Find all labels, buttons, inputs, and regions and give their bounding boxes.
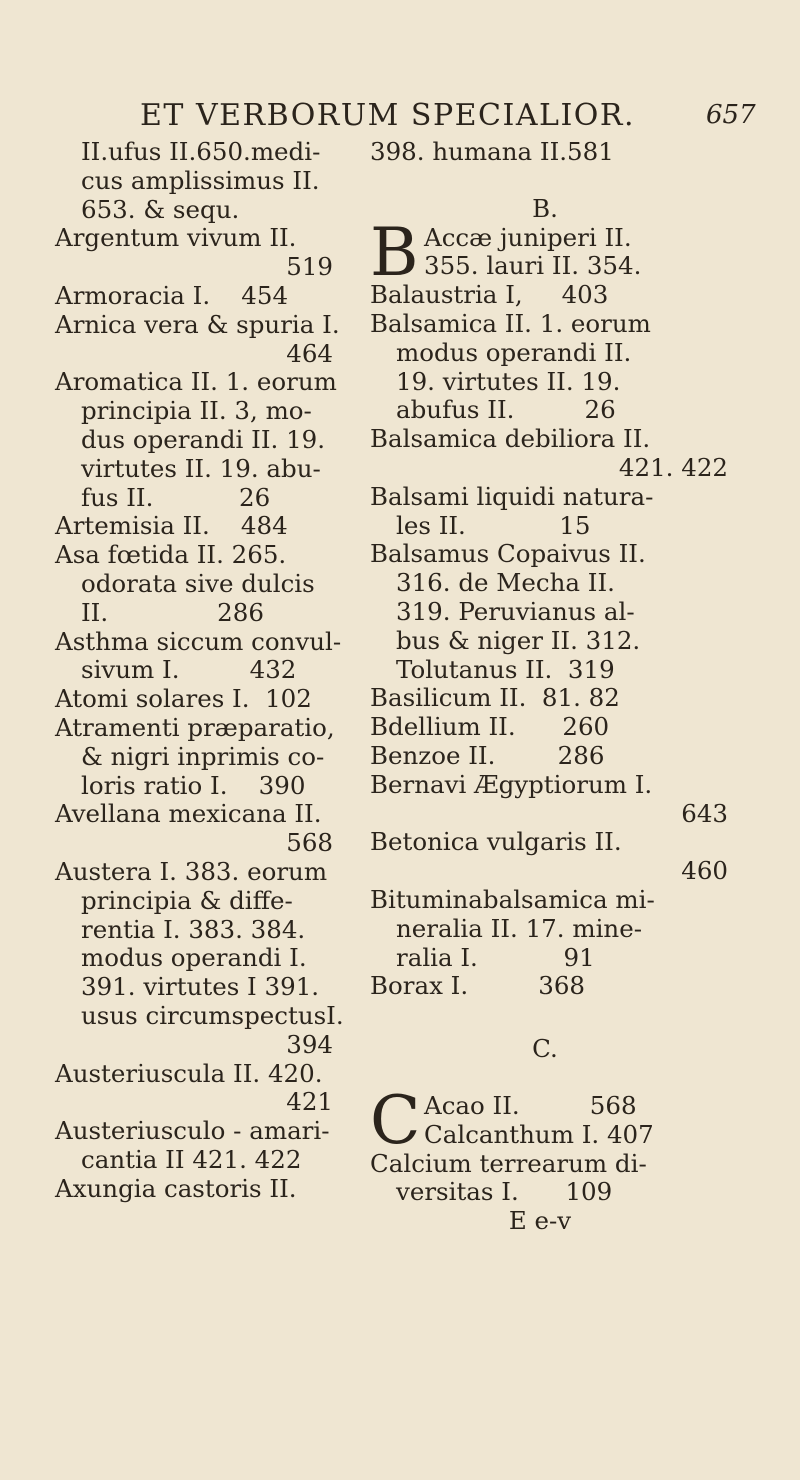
- section-b-block: [370, 213, 750, 1002]
- index-entry: Argentum vivum II.: [55, 223, 297, 253]
- page-reference: 643: [681, 798, 728, 828]
- index-entry: Artemisia II. 484: [55, 511, 288, 541]
- index-line: 398. humana II.581: [370, 137, 614, 166]
- index-line: modus operandi II.: [396, 337, 632, 367]
- page-reference: 421: [286, 1087, 333, 1117]
- index-line: bus & niger II. 312.: [396, 625, 641, 655]
- index-line: principia & diffe-: [81, 885, 293, 915]
- index-line: neralia II. 17. mine-: [396, 913, 642, 943]
- page-reference: 568: [286, 828, 333, 858]
- index-line: loris ratio I. 390: [81, 770, 306, 800]
- index-line: principia II. 3, mo-: [81, 396, 312, 426]
- index-line: abufus II. 26: [396, 395, 616, 425]
- signature-mark: E e-v: [508, 1206, 572, 1236]
- index-entry: Balsamus Copaivus II.: [370, 539, 646, 569]
- index-line: fus II. 26: [81, 482, 271, 512]
- running-head: ET VERBORUM SPECIALIOR.: [140, 98, 636, 133]
- page-number: 657: [706, 100, 756, 130]
- page-reference: 421. 422: [618, 452, 728, 482]
- index-entry: Basilicum II. 81. 82: [370, 683, 620, 713]
- index-line: 316. de Mecha II.: [396, 568, 615, 598]
- index-entry: Armoracia I. 454: [55, 280, 289, 310]
- index-line: II.ufus II.650.medi-: [81, 137, 321, 166]
- index-line: versitas I. 109: [396, 1177, 613, 1207]
- index-line: usus circumspectusI.: [81, 1000, 344, 1030]
- index-column-left: [55, 138, 355, 1203]
- index-entry: Austeriuscula II. 420.: [55, 1058, 323, 1088]
- index-line: virtutes II. 19. abu-: [81, 453, 321, 483]
- index-entry: Bdellium II. 260: [370, 712, 610, 742]
- index-entry: Bernavi Ægyptiorum I.: [370, 769, 653, 799]
- index-line: 653. & sequ.: [81, 194, 240, 224]
- index-line: dus operandi II. 19.: [81, 424, 326, 454]
- index-entry: Asthma siccum convul-: [55, 626, 342, 656]
- index-entry: Borax I. 368: [370, 971, 585, 1001]
- index-line: II. 286: [81, 597, 264, 627]
- index-entry: Accæ juniperi II.: [424, 222, 632, 252]
- index-entry: Axungia castoris II.: [55, 1173, 297, 1203]
- page-reference: 464: [286, 338, 333, 368]
- dropcap-c: C: [370, 1081, 421, 1159]
- index-entry: Aromatica II. 1. eorum: [55, 367, 337, 397]
- index-line: les II. 15: [396, 510, 591, 540]
- index-line: rentia I. 383. 384.: [81, 914, 306, 944]
- index-entry: Atramenti præparatio,: [55, 712, 335, 742]
- index-line: modus operandi I.: [81, 943, 307, 973]
- index-line: cantia II 421. 422: [81, 1144, 302, 1174]
- index-entry: Arnica vera & spuria I.: [55, 309, 340, 339]
- index-entry: Atomi solares I. 102: [55, 684, 312, 714]
- index-line: 355. lauri II. 354.: [424, 251, 642, 281]
- index-line: 19. virtutes II. 19.: [396, 366, 621, 396]
- index-entry: Benzoe II. 286: [370, 740, 605, 770]
- page-reference: 519: [286, 252, 333, 282]
- section-c-block: [370, 1081, 750, 1207]
- index-entry: Avellana mexicana II.: [55, 799, 322, 829]
- index-line: & nigri inprimis co-: [81, 741, 325, 771]
- index-entry: Balsamica debiliora II.: [370, 424, 651, 454]
- index-entry: Bituminabalsamica mi-: [370, 884, 655, 914]
- index-entry: Asa fœtida II. 265.: [55, 540, 287, 570]
- index-column-right: [370, 138, 750, 1236]
- index-line: 319. Peruvianus al-: [396, 596, 635, 626]
- index-entry: Acao II. 568: [424, 1090, 637, 1120]
- index-entry: Betonica vulgaris II.: [370, 827, 622, 857]
- index-line: cus amplissimus II.: [81, 165, 320, 195]
- index-entry: Balsamica II. 1. eorum: [370, 308, 651, 338]
- index-entry: Austeriusculo - amari-: [55, 1116, 330, 1146]
- index-entry: Balaustria I, 403: [370, 280, 609, 310]
- index-line: odorata sive dulcis: [81, 568, 315, 598]
- index-line: 391. virtutes I 391.: [81, 972, 320, 1002]
- dropcap-b: B: [370, 213, 419, 291]
- index-entry: Calcium terrearum di-: [370, 1148, 647, 1178]
- section-heading-b: B.: [532, 193, 558, 223]
- index-entry: Austera I. 383. eorum: [55, 856, 328, 886]
- index-line: ralia I. 91: [396, 942, 595, 972]
- index-entry: Balsami liquidi natura-: [370, 481, 654, 511]
- index-entry: Calcanthum I. 407: [424, 1119, 654, 1149]
- page-reference: 460: [681, 856, 728, 886]
- section-heading-c: C.: [532, 1034, 558, 1064]
- page-reference: 394: [286, 1029, 333, 1059]
- index-line: Tolutanus II. 319: [396, 654, 615, 684]
- index-line: sivum I. 432: [81, 655, 297, 685]
- page-header: [0, 98, 800, 138]
